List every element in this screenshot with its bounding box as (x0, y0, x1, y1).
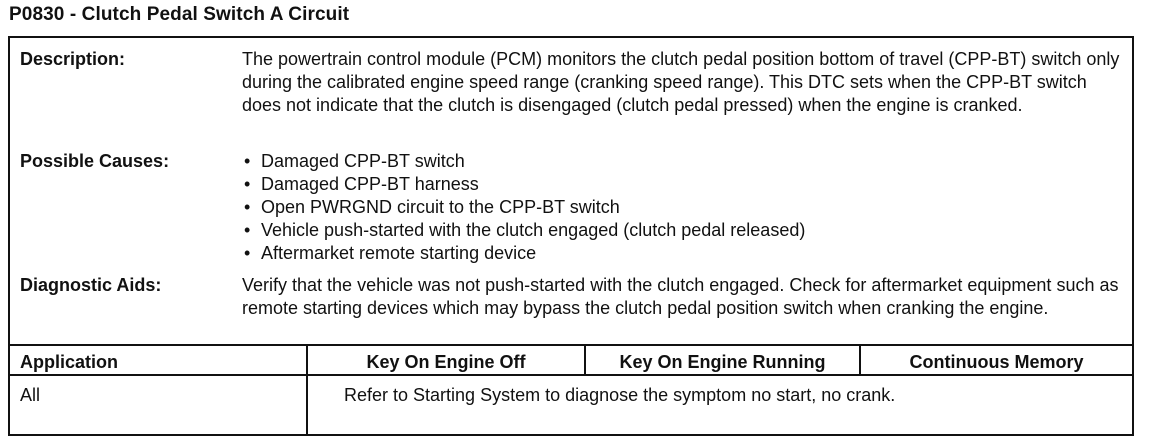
description-label: Description: (20, 49, 126, 69)
description-text: The powertrain control module (PCM) monitors the clutch pedal position bottom of travel (CPP-BT) switch only during the calibrated engine speed range (cranking speed range). This DTC sets when the CPP-BT switch does not indicate that the clutch is disengaged (clutch pedal pressed) when the engine is cranked. (242, 49, 1120, 115)
list-item: • Damaged CPP-BT harness (244, 174, 479, 194)
header-continuous-memory: Continuous Memory (909, 352, 1084, 372)
header-key-on-engine-off: Key On Engine Off (366, 352, 526, 372)
list-item: • Aftermarket remote starting device (244, 243, 537, 263)
cause-text: Aftermarket remote starting device (261, 243, 537, 263)
cause-text: Damaged CPP-BT harness (261, 174, 479, 194)
header-key-on-engine-running: Key On Engine Running (619, 352, 826, 372)
application-value: All (20, 385, 41, 405)
cause-text: Vehicle push-started with the clutch engaged (clutch pedal released) (261, 220, 806, 240)
divider (10, 344, 1132, 346)
possible-causes-label: Possible Causes: (20, 151, 170, 171)
diagnostic-aids-text: Verify that the vehicle was not push-started with the clutch engaged. Check for aftermarket equipment such as remote starting devices which may bypass the clutch pedal position switch when cranking the engine. (242, 275, 1119, 318)
diagnostic-aids-label: Diagnostic Aids: (20, 275, 162, 295)
list-item: • Vehicle push-started with the clutch engaged (clutch pedal released) (244, 220, 806, 240)
test-note: Refer to Starting System to diagnose the symptom no start, no crank. (344, 385, 896, 405)
list-item: • Open PWRGND circuit to the CPP-BT switch (244, 197, 620, 217)
dtc-info-table (8, 36, 1134, 436)
cause-text: Damaged CPP-BT switch (261, 151, 465, 171)
page-title: P0830 - Clutch Pedal Switch A Circuit (9, 4, 350, 25)
cause-text: Open PWRGND circuit to the CPP-BT switch (261, 197, 620, 217)
header-application: Application (20, 352, 118, 372)
list-item: • Damaged CPP-BT switch (244, 151, 465, 171)
possible-causes-list (242, 150, 1122, 265)
